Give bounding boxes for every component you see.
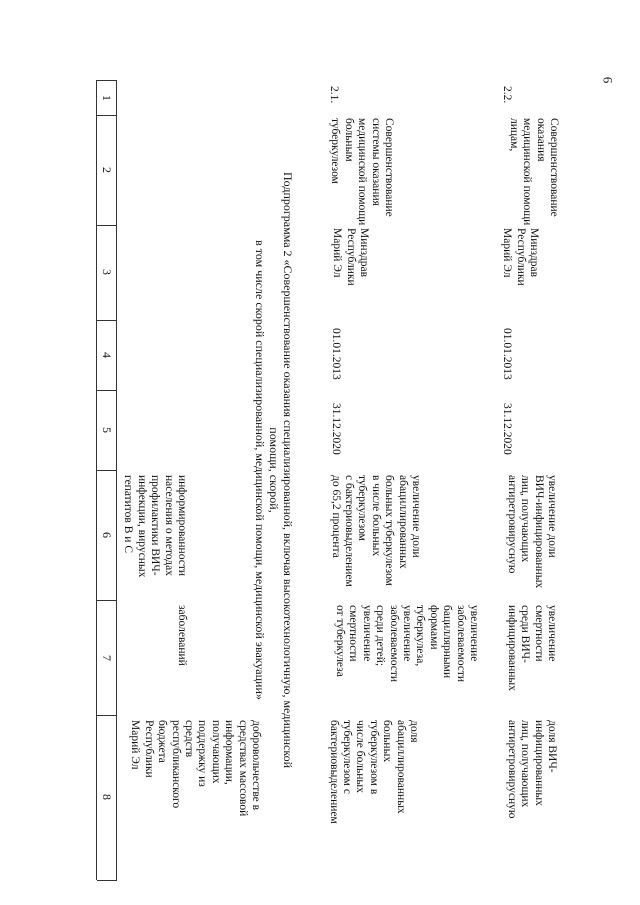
text-line: туберкулезом с: [340, 720, 353, 794]
text-line: инфекции, вирусных: [135, 475, 148, 578]
row-2-1-consequence: [333, 605, 480, 710]
text-line: инфицированных: [505, 605, 518, 691]
text-line: информированности: [176, 475, 188, 577]
text-line: системы оказания: [369, 118, 382, 206]
row-2-1-start: 01.01.2013: [330, 328, 342, 380]
text-line: лицам,: [507, 118, 520, 152]
subprogram-title-line: Подпрограмма 2 «Совершенствование оказания специализированной, включая высокотехнологичную, медицинской помощи, скорой,: [267, 172, 295, 768]
text-line: заболеваний: [176, 605, 188, 666]
text-line: туберкулезом в: [367, 720, 380, 795]
text-line: в числе больных: [369, 475, 382, 557]
text-line: числе больных: [354, 720, 367, 793]
row-2-2-indicator: [504, 720, 558, 875]
header-col-4: 4: [100, 352, 114, 358]
col-divider-4: [97, 390, 117, 391]
header-col-6: 6: [100, 532, 114, 538]
col-divider-3: [97, 320, 117, 321]
row-2-1-num: 2.1.: [328, 86, 340, 104]
text-line: Совершенствование: [383, 118, 395, 217]
text-line: бациллярными: [441, 605, 454, 679]
text-line: больных туберкулезом: [383, 475, 396, 586]
text-line: смертности: [532, 605, 545, 662]
text-line: туберкулезом: [329, 118, 342, 184]
text-line: бюджета: [156, 720, 169, 763]
row-2-1-end: 31.12.2020: [330, 403, 342, 455]
text-line: поддержку из: [196, 720, 209, 787]
text-line: туберкулеза,: [414, 605, 427, 667]
text-line: больным: [342, 118, 355, 162]
row-2-2-end: 31.12.2020: [501, 403, 513, 455]
text-line: Марий Эл: [129, 720, 142, 770]
text-line: средствах массовой: [236, 720, 249, 817]
subprogram-title-line: в том числе скорой специализированной, медицинской помощи, медицинской эвакуации»: [253, 240, 267, 700]
text-line: медицинской помощи: [356, 118, 369, 226]
row-2-2-consequence: [504, 605, 558, 710]
subprogram-title: [253, 150, 295, 790]
text-line: увеличение доли: [410, 475, 422, 558]
header-col-5: 5: [100, 427, 114, 433]
continuation-col6: [121, 475, 188, 595]
text-line: абациллированных: [394, 720, 407, 814]
text-line: населения о методах: [162, 475, 175, 576]
text-line: формами: [427, 605, 440, 650]
table-left-border: [97, 80, 117, 81]
row-2-1-executor: [330, 228, 370, 318]
col-divider-5: [97, 470, 117, 471]
row-2-2-executor: [500, 228, 540, 318]
continuation-col7: [175, 605, 188, 710]
text-line: информации,: [223, 720, 236, 785]
text-line: республиканского: [169, 720, 182, 809]
text-line: доля ВИЧ-: [546, 720, 558, 773]
text-line: антиретровирусную: [505, 475, 518, 574]
text-line: с бактериовыделением: [342, 475, 355, 587]
text-line: оказания: [534, 118, 547, 162]
text-line: до 65,2 процента: [329, 475, 342, 558]
text-line: медицинской помощи: [521, 118, 534, 226]
col-divider-7: [97, 715, 117, 716]
text-line: Республики: [344, 228, 357, 286]
continuation-col8: [128, 720, 262, 875]
header-col-8: 8: [100, 794, 114, 800]
text-line: антиретровирусную: [505, 720, 518, 819]
header-col-7: 7: [100, 655, 114, 661]
text-line: лиц, получающих: [519, 475, 532, 563]
text-line: больных: [381, 720, 394, 763]
text-line: Минздрав: [528, 228, 540, 278]
row-2-2-result: [504, 475, 558, 597]
text-line: абациллированных: [396, 475, 409, 569]
text-line: увеличение: [468, 605, 480, 662]
col-divider-6: [97, 600, 117, 601]
table-right-border: [97, 880, 117, 881]
text-line: лиц, получающих: [519, 720, 532, 808]
row-2-2-name: [506, 118, 560, 226]
text-line: увеличение: [546, 605, 558, 662]
text-line: средств: [182, 720, 195, 758]
text-line: увеличение: [360, 605, 373, 662]
text-line: ВИЧ-инфицированных: [532, 475, 545, 589]
text-line: туберкулезом: [356, 475, 369, 541]
text-line: заболеваемости: [387, 605, 400, 683]
text-line: Совершенствование: [548, 118, 560, 217]
row-2-1-result: [328, 475, 422, 597]
text-line: среди ВИЧ-: [519, 605, 532, 663]
row-2-1-name: [328, 118, 395, 226]
header-col-3: 3: [100, 269, 114, 275]
text-line: добровольчестве в: [250, 720, 262, 811]
text-line: получающих: [209, 720, 222, 784]
text-line: Республики: [142, 720, 155, 778]
text-line: профилактики ВИЧ-: [149, 475, 162, 576]
col-divider-2: [97, 225, 117, 226]
text-line: гепатитов В и С: [122, 475, 135, 553]
text-line: смертности: [347, 605, 360, 662]
header-col-2: 2: [100, 167, 114, 173]
text-line: Марий Эл: [331, 228, 344, 278]
header-col-1: 1: [100, 95, 114, 101]
text-line: увеличение: [400, 605, 413, 662]
text-line: среди детей;: [374, 605, 387, 667]
text-line: Минздрав: [358, 228, 370, 278]
text-line: бактериовыделением: [327, 720, 340, 824]
header-bottom-line: [96, 80, 97, 880]
text-line: от туберкулеза: [333, 605, 346, 677]
row-2-2-start: 01.01.2013: [501, 328, 513, 380]
text-line: Республики: [514, 228, 527, 286]
text-line: инфицированных: [532, 720, 545, 806]
header-top-line: [116, 80, 117, 880]
row-2-1-indicator: [326, 720, 420, 875]
page-number: 6: [600, 76, 616, 84]
text-line: доля: [408, 720, 420, 743]
text-line: увеличение доли: [546, 475, 558, 558]
row-2-2-num: 2.2.: [501, 86, 513, 104]
col-divider-1: [97, 115, 117, 116]
text-line: Марий Эл: [501, 228, 514, 278]
text-line: заболеваемости: [454, 605, 467, 683]
